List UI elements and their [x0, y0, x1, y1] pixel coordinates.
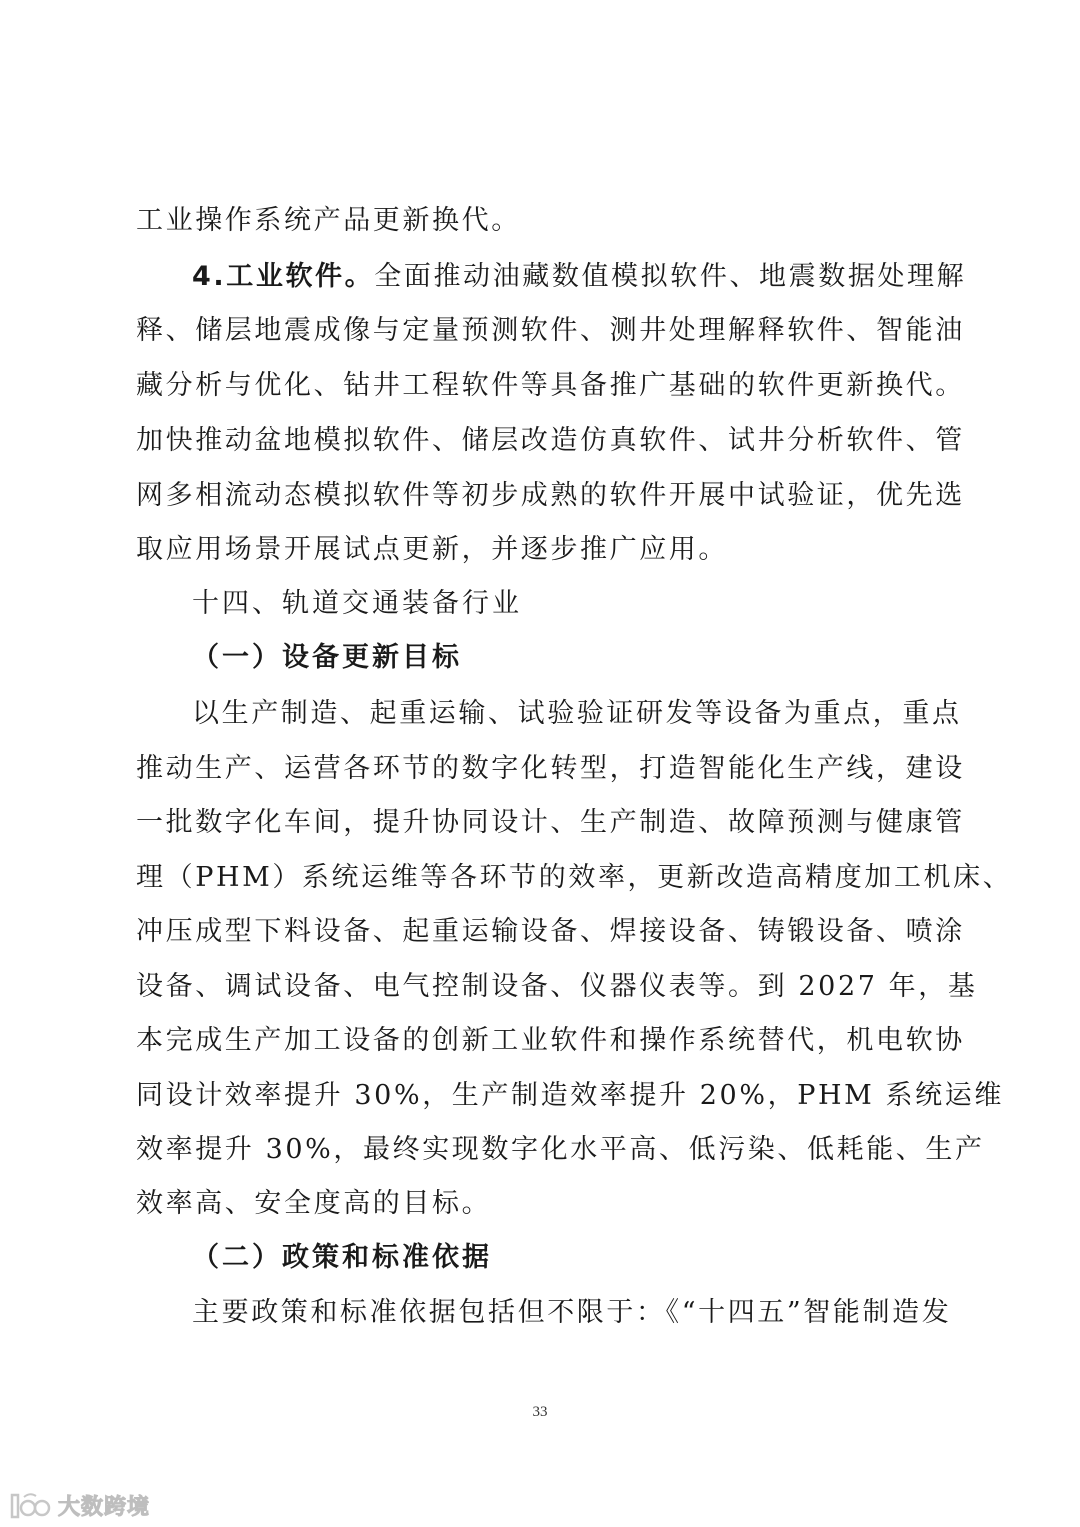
section-heading: 十四、轨道交通装备行业 [192, 588, 522, 619]
paragraph-line: 一批数字化车间，提升协同设计、生产制造、故障预测与健康管 [136, 807, 965, 838]
subsection-heading: （二）政策和标准依据 [192, 1242, 492, 1273]
paragraph-line: 推动生产、运营各环节的数字化转型，打造智能化生产线，建设 [136, 753, 965, 784]
paragraph-line: 网多相流动态模拟软件等初步成熟的软件开展中试验证，优先选 [136, 480, 965, 511]
paragraph-line: 工业操作系统产品更新换代。 [136, 205, 521, 236]
watermark [8, 1490, 150, 1521]
paragraph-line: 冲压成型下料设备、起重运输设备、焊接设备、铸锻设备、喷涂 [136, 916, 965, 947]
paragraph-line: 藏分析与优化、钻井工程软件等具备推广基础的软件更新换代。 [136, 370, 965, 401]
paragraph-line: 效率高、安全度高的目标。 [136, 1188, 492, 1219]
paragraph-line: 设备、调试设备、电气控制设备、仪器仪表等。到 2027 年，基 [136, 971, 978, 1002]
brand-logo-icon [8, 1491, 54, 1521]
paragraph-line: 释、储层地震成像与定量预测软件、测井处理解释软件、智能油 [136, 315, 965, 346]
paragraph-line: 效率提升 30%，最终实现数字化水平高、低污染、低耗能、生产 [136, 1134, 985, 1165]
paragraph-line: 理（PHM）系统运维等各环节的效率，更新改造高精度加工机床、 [136, 862, 1013, 893]
paragraph-line: 取应用场景开展试点更新，并逐步推广应用。 [136, 534, 728, 565]
paragraph-line: 加快推动盆地模拟软件、储层改造仿真软件、试井分析软件、管 [136, 425, 965, 456]
page-number: 33 [532, 1404, 548, 1420]
paragraph-line: 以生产制造、起重运输、试验验证研发等设备为重点，重点 [192, 698, 962, 729]
paragraph-line: 4.工业软件。全面推动油藏数值模拟软件、地震数据处理解 [192, 261, 967, 292]
section-label: 4.工业软件。 [192, 261, 375, 292]
paragraph-line: 主要政策和标准依据包括但不限于：《“十四五”智能制造发 [192, 1297, 952, 1328]
paragraph-line: 本完成生产加工设备的创新工业软件和操作系统替代，机电软协 [136, 1025, 965, 1056]
paragraph-line: 同设计效率提升 30%，生产制造效率提升 20%，PHM 系统运维 [136, 1080, 1004, 1111]
watermark-text: 大数跨境 [58, 1495, 151, 1520]
subsection-heading: （一）设备更新目标 [192, 642, 462, 673]
